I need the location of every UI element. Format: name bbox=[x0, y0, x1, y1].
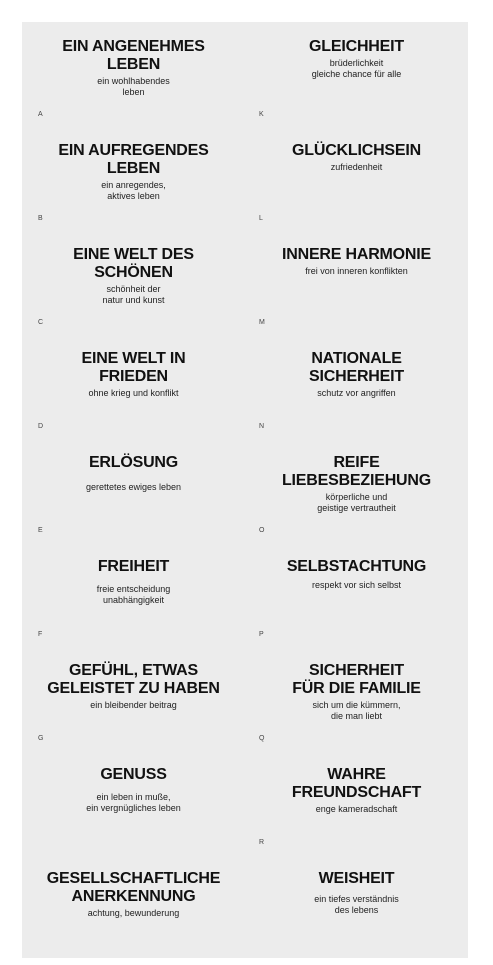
card-letter: E bbox=[38, 527, 43, 534]
card-title: GLEICHHEIT bbox=[309, 38, 404, 55]
card-subtitle: ein bleibender beitrag bbox=[90, 700, 177, 710]
card-subtitle: ein leben in muße, ein vergnügliches leben bbox=[86, 792, 181, 813]
card-subtitle: schönheit der natur und kunst bbox=[102, 284, 165, 305]
card-subtitle: ein tiefes verständnis des lebens bbox=[314, 894, 399, 915]
card-letter: B bbox=[38, 215, 43, 222]
card-title: GEFÜHL, ETWAS GELEISTET ZU HABEN bbox=[47, 662, 220, 697]
card-letter: F bbox=[38, 631, 43, 638]
value-card bbox=[245, 542, 468, 646]
value-card bbox=[245, 22, 468, 126]
card-title: NATIONALE SICHERHEIT bbox=[309, 350, 404, 385]
card-letter: C bbox=[38, 319, 44, 326]
value-card bbox=[22, 542, 245, 646]
card-subtitle: respekt vor sich selbst bbox=[311, 580, 402, 590]
card-subtitle: ohne krieg und konflikt bbox=[88, 388, 179, 398]
card-letter: N bbox=[259, 423, 265, 430]
value-card bbox=[22, 22, 245, 126]
value-card bbox=[245, 438, 468, 542]
value-card bbox=[22, 750, 245, 854]
value-cards-grid bbox=[22, 22, 468, 958]
card-letter: K bbox=[259, 111, 264, 118]
card-title: WAHRE FREUNDSCHAFT bbox=[291, 766, 422, 801]
card-title: ERLÖSUNG bbox=[88, 454, 179, 471]
value-card bbox=[22, 646, 245, 750]
value-card bbox=[245, 230, 468, 334]
card-title: GENUSS bbox=[100, 766, 167, 783]
card-subtitle: zufriedenheit bbox=[330, 162, 383, 172]
card-subtitle: frei von inneren konflikten bbox=[305, 266, 408, 276]
card-subtitle: sich um die kümmern, die man liebt bbox=[312, 700, 401, 721]
value-card bbox=[245, 646, 468, 750]
card-letter: P bbox=[259, 631, 264, 638]
value-card bbox=[22, 334, 245, 438]
value-card bbox=[22, 126, 245, 230]
card-title: EINE WELT DES SCHÖNEN bbox=[73, 246, 194, 281]
card-title: SICHERHEIT FÜR DIE FAMILIE bbox=[292, 662, 421, 697]
card-title: EIN ANGENEHMES LEBEN bbox=[62, 38, 205, 73]
card-letter: Q bbox=[259, 735, 265, 742]
card-title: EIN AUFREGENDES LEBEN bbox=[58, 142, 209, 177]
card-subtitle: enge kameradschaft bbox=[315, 804, 398, 814]
card-letter: R bbox=[259, 839, 265, 846]
value-card bbox=[245, 126, 468, 230]
value-card bbox=[22, 438, 245, 542]
card-letter: O bbox=[259, 527, 265, 534]
card-title: SELBSTACHTUNG bbox=[286, 558, 427, 575]
card-title: REIFE LIEBESBEZIEHUNG bbox=[281, 454, 432, 489]
card-subtitle: gerettetes ewiges leben bbox=[85, 482, 182, 492]
card-letter: G bbox=[38, 735, 44, 742]
card-title: WEISHEIT bbox=[318, 870, 395, 887]
value-card bbox=[22, 230, 245, 334]
card-letter: L bbox=[259, 215, 263, 222]
value-cards-sheet bbox=[22, 22, 468, 958]
card-subtitle: brüderlichkeit gleiche chance für alle bbox=[311, 58, 402, 79]
value-card bbox=[22, 854, 245, 958]
value-card bbox=[245, 854, 468, 958]
card-subtitle: körperliche und geistige vertrautheit bbox=[317, 492, 396, 513]
card-title: GLÜCKLICHSEIN bbox=[292, 142, 421, 159]
card-subtitle: ein wohlhabendes leben bbox=[97, 76, 170, 97]
card-subtitle: achtung, bewunderung bbox=[87, 908, 180, 918]
value-card bbox=[245, 750, 468, 854]
card-letter: D bbox=[38, 423, 44, 430]
card-letter: A bbox=[38, 111, 43, 118]
card-subtitle: ein anregendes, aktives leben bbox=[101, 180, 166, 201]
card-subtitle: schutz vor angriffen bbox=[317, 388, 396, 398]
card-title: GESELLSCHAFTLICHE ANERKENNUNG bbox=[46, 870, 221, 905]
card-letter: M bbox=[259, 319, 265, 326]
card-title: INNERE HARMONIE bbox=[281, 246, 431, 263]
card-title: FREIHEIT bbox=[97, 558, 170, 575]
card-subtitle: freie entscheidung unabhängigkeit bbox=[96, 584, 171, 605]
card-title: EINE WELT IN FRIEDEN bbox=[81, 350, 186, 385]
value-card bbox=[245, 334, 468, 438]
